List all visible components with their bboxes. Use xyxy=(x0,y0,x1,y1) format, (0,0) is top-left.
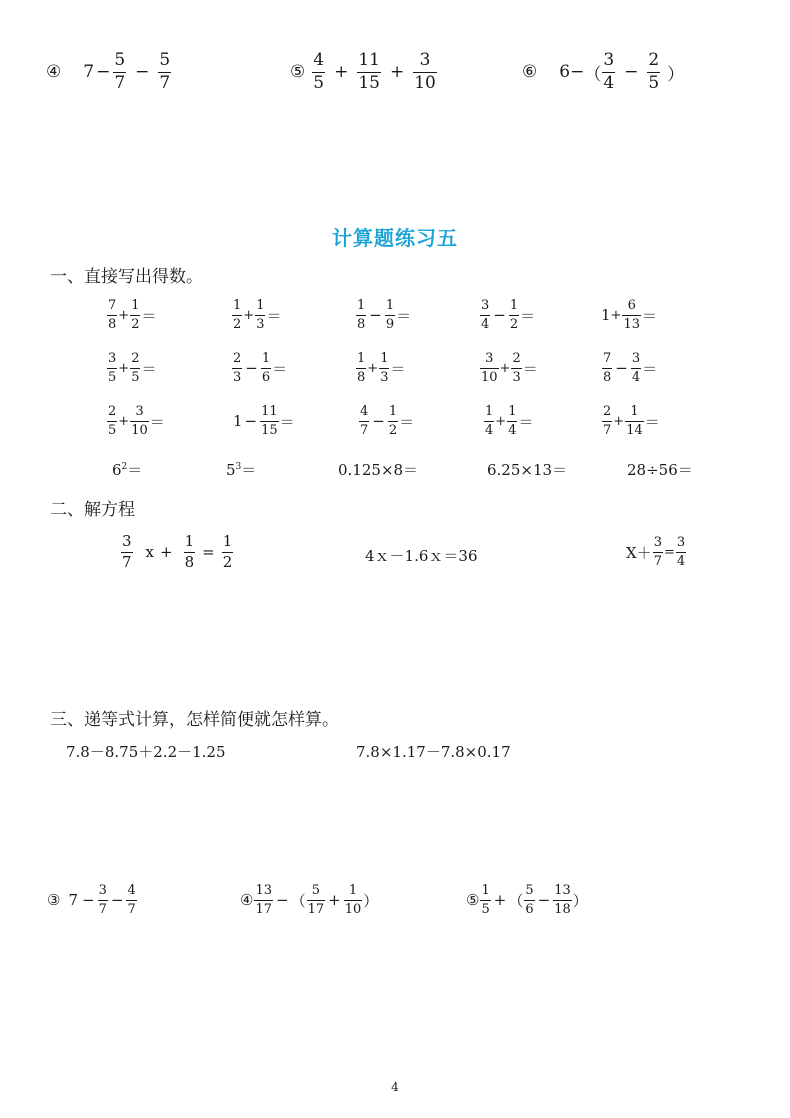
equation-3: X＋ 3 7 = 3 4 xyxy=(626,535,686,569)
mental-math-item: $5^3=$ xyxy=(226,461,257,479)
fraction: 4 5 xyxy=(313,50,325,93)
equation-2: 4ｘ－1.6ｘ＝36 xyxy=(365,547,478,565)
fraction: 3 10 xyxy=(414,50,436,93)
left-paren: （ xyxy=(584,64,602,85)
whole-number: 7 xyxy=(83,62,95,83)
mental-math-item: 4 7 − 1 2 ＝ xyxy=(360,404,415,438)
mental-math-item: 3 10 + 2 3 ＝ xyxy=(481,351,538,385)
calc-problem-2: 7.8×1.17－7.8×0.17 xyxy=(356,743,511,761)
calc-problem-1: 7.8－8.75＋2.2－1.25 xyxy=(66,743,226,761)
page-number: 4 xyxy=(391,1080,399,1094)
problem-5 xyxy=(290,52,438,93)
mental-math-item: 6.25×13＝ xyxy=(487,461,568,479)
plus-sign: + xyxy=(334,62,349,83)
problem-4 xyxy=(46,52,172,93)
mental-math-item: $6^2=$ xyxy=(112,461,143,479)
mental-math-item: 0.125×8＝ xyxy=(338,461,419,479)
fraction: 5 7 xyxy=(114,50,126,93)
problem-number: ⑥ xyxy=(522,62,538,83)
fraction: 11 15 xyxy=(358,50,380,93)
section-3-heading: 三、递等式计算，怎样简便就怎样算。 xyxy=(50,710,339,730)
mental-math-item: 1 − 11 15 ＝ xyxy=(233,404,295,438)
whole-number: 6− xyxy=(559,62,585,83)
equation-1: 3 7 x + 1 8 = 1 2 xyxy=(122,532,233,571)
right-paren: ） xyxy=(667,64,685,85)
problem-number: ④ xyxy=(46,62,62,83)
minus-sign: − xyxy=(135,62,150,83)
mental-math-item: 2 7 + 1 14 ＝ xyxy=(603,404,660,438)
mental-math-item: 2 3 − 1 6 ＝ xyxy=(233,351,288,385)
section-2-heading: 二、解方程 xyxy=(50,500,135,520)
mental-math-item: 1 4 + 1 4 ＝ xyxy=(485,404,534,438)
problem-6 xyxy=(522,52,684,93)
fraction: 5 7 xyxy=(159,50,171,93)
section-1-heading: 一、直接写出得数。 xyxy=(50,267,203,287)
calc-problem-4: ④ 13 17 − （ 5 17 + 1 10 ） xyxy=(240,883,379,917)
calc-problem-5: ⑤ 1 5 + （ 5 6 − 13 18 ） xyxy=(466,883,588,917)
mental-math-item: 1 + 6 13 ＝ xyxy=(601,298,658,332)
mental-math-item: 1 2 + 1 3 ＝ xyxy=(233,298,282,332)
minus-sign: − xyxy=(96,62,111,83)
calc-problem-3: ③ 7 − 3 7 − 4 7 xyxy=(47,883,136,917)
page-title: 计算题练习五 xyxy=(332,226,458,250)
mental-math-item: 1 8 + 1 3 ＝ xyxy=(357,351,406,385)
mental-math-item: 1 8 − 1 9 ＝ xyxy=(357,298,412,332)
problem-number: ⑤ xyxy=(290,62,306,83)
mental-math-item: 2 5 + 3 10 ＝ xyxy=(108,404,165,438)
fraction: 2 5 xyxy=(648,50,660,93)
mental-math-item: 7 8 − 3 4 ＝ xyxy=(603,351,658,385)
mental-math-item: 7 8 + 1 2 ＝ xyxy=(108,298,157,332)
mental-math-item: 3 4 − 1 2 ＝ xyxy=(481,298,536,332)
fraction: 3 4 xyxy=(603,50,615,93)
plus-sign: + xyxy=(389,62,405,83)
mental-math-item: 3 5 + 2 5 ＝ xyxy=(108,351,157,385)
minus-sign: − xyxy=(624,62,639,83)
mental-math-item: 28÷56＝ xyxy=(627,461,693,479)
